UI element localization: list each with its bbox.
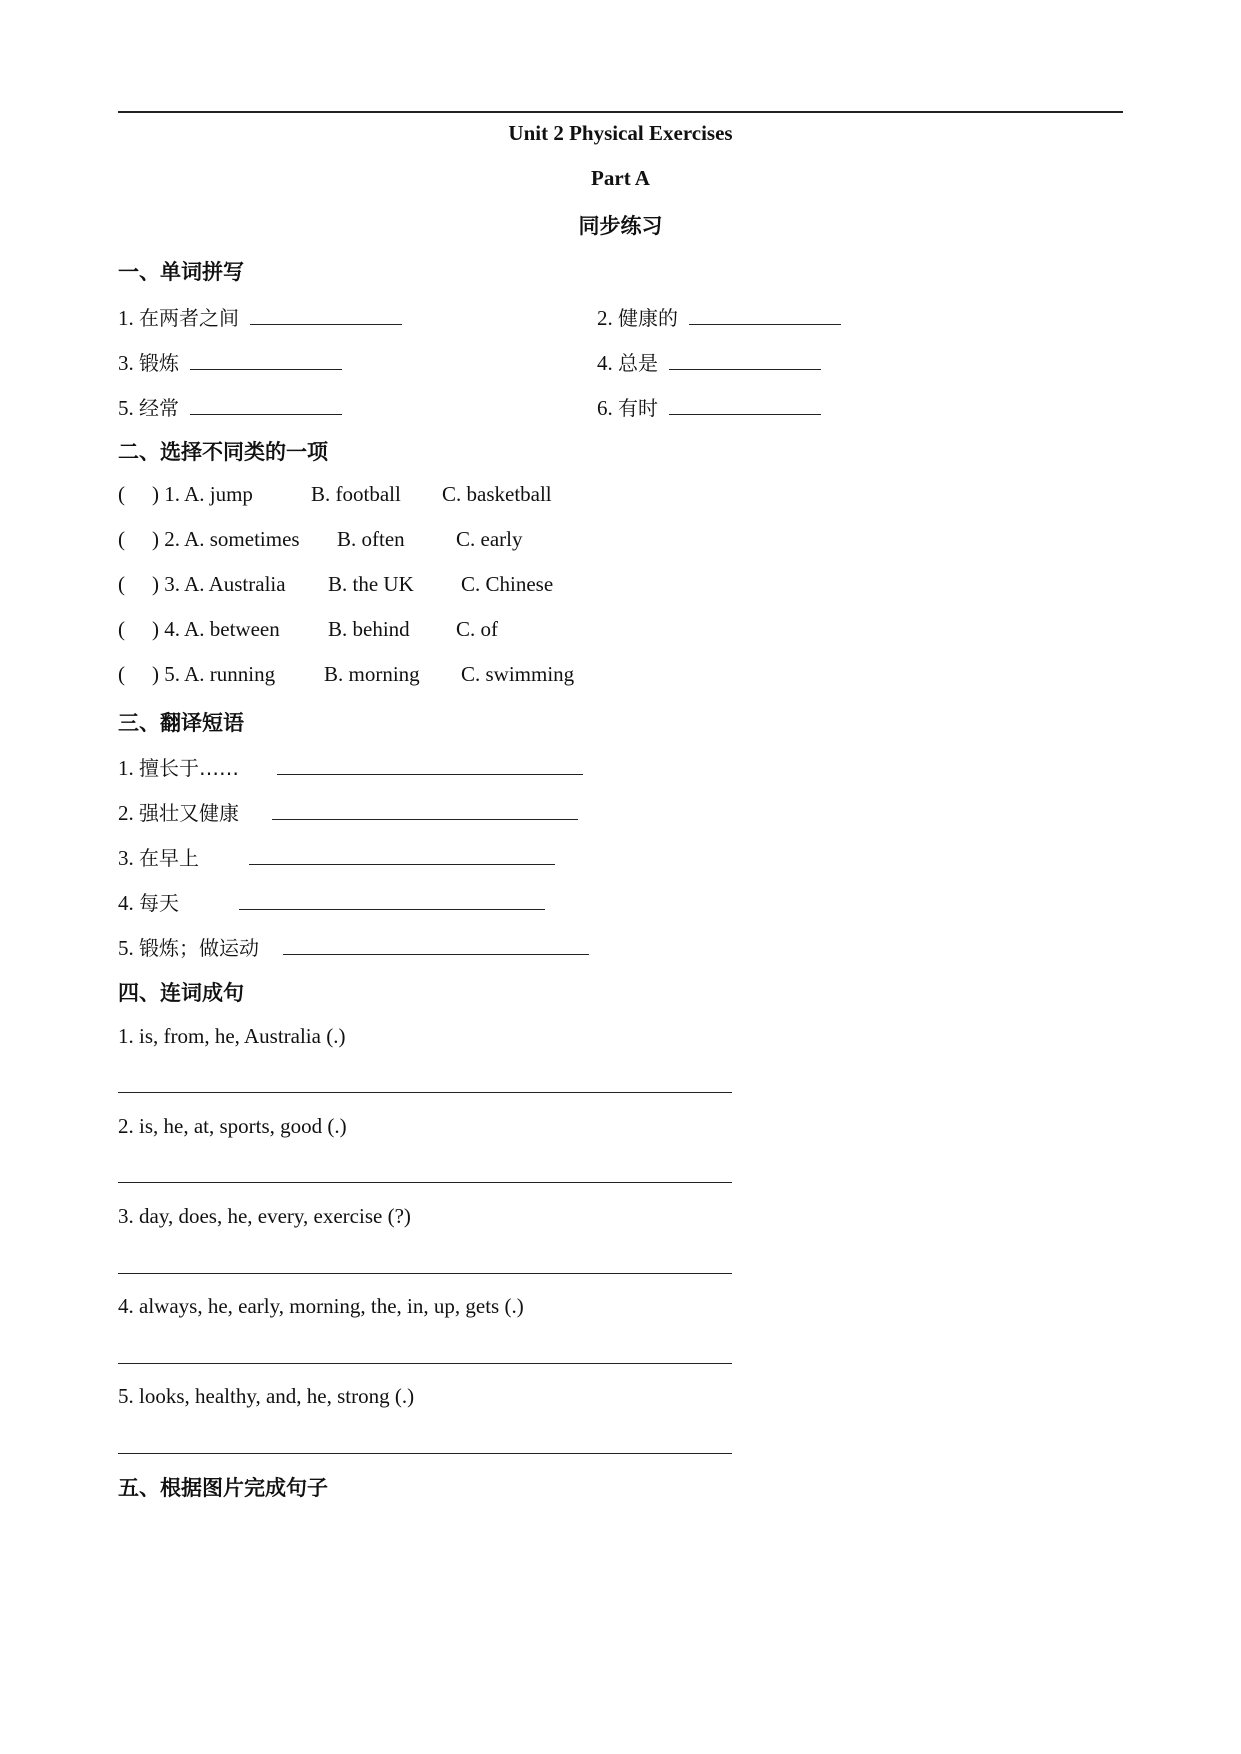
- item-number: 1.: [118, 306, 134, 330]
- answer-paren[interactable]: (: [118, 482, 125, 506]
- phrase-item-1: [118, 752, 239, 781]
- answer-blank[interactable]: [283, 954, 589, 955]
- answer-paren[interactable]: (: [118, 572, 125, 596]
- phrase-item-3: [118, 842, 199, 871]
- sentence-answer-line-4[interactable]: [118, 1363, 732, 1364]
- phrase-item-5: [118, 932, 259, 961]
- item-prompt: 在两者之间: [139, 306, 239, 330]
- sentence-prompt-5: 5. looks, healthy, and, he, strong (.): [118, 1384, 415, 1408]
- answer-blank[interactable]: [190, 351, 342, 370]
- answer-blank[interactable]: [239, 909, 545, 910]
- option-c: C. early: [456, 527, 523, 551]
- spelling-item-1: [118, 302, 402, 331]
- option-b: B. the UK: [328, 572, 414, 596]
- answer-blank[interactable]: [272, 819, 578, 820]
- item-prompt: 每天: [139, 891, 179, 915]
- option-b: B. morning: [324, 662, 420, 686]
- item-prompt: 锻炼；做运动: [139, 936, 259, 960]
- worksheet-subtitle: 同步练习: [578, 214, 663, 238]
- section2-heading: 二、选择不同类的一项: [118, 440, 328, 464]
- answer-blank[interactable]: [689, 306, 841, 325]
- sentence-prompt-1: 1. is, from, he, Australia (.): [118, 1024, 346, 1048]
- option-b: B. football: [311, 482, 401, 506]
- item-number: 4.: [118, 891, 134, 915]
- section5-heading: 五、根据图片完成句子: [118, 1476, 328, 1500]
- section4-heading: 四、连词成句: [118, 981, 244, 1005]
- sentence-answer-line-5[interactable]: [118, 1453, 732, 1454]
- item-number: 5.: [118, 396, 134, 420]
- option-a: ) 3. A. Australia: [152, 572, 286, 596]
- answer-blank[interactable]: [277, 774, 583, 775]
- answer-blank[interactable]: [190, 396, 342, 415]
- header-rule: [118, 111, 1123, 113]
- item-number: 6.: [597, 396, 613, 420]
- spelling-item-5: [118, 392, 342, 421]
- item-prompt: 强壮又健康: [139, 801, 239, 825]
- phrase-item-2: [118, 797, 239, 826]
- answer-blank[interactable]: [669, 351, 821, 370]
- answer-blank[interactable]: [249, 864, 555, 865]
- sentence-answer-line-3[interactable]: [118, 1273, 732, 1274]
- sentence-answer-line-2[interactable]: [118, 1182, 732, 1183]
- option-c: C. Chinese: [461, 572, 554, 596]
- section3-heading: 三、翻译短语: [118, 711, 244, 735]
- answer-blank[interactable]: [250, 306, 402, 325]
- part-label: Part A: [591, 166, 650, 190]
- section1-heading: 一、单词拼写: [118, 260, 244, 284]
- phrase-item-4: [118, 887, 179, 916]
- spelling-item-6: [597, 392, 821, 421]
- sentence-prompt-2: 2. is, he, at, sports, good (.): [118, 1114, 347, 1138]
- item-prompt: 擅长于……: [139, 756, 239, 780]
- option-c: C. basketball: [442, 482, 552, 506]
- item-prompt: 总是: [618, 351, 658, 375]
- answer-paren[interactable]: (: [118, 662, 125, 686]
- item-prompt: 有时: [618, 396, 658, 420]
- answer-paren[interactable]: (: [118, 527, 125, 551]
- item-number: 3.: [118, 846, 134, 870]
- option-a: ) 4. A. between: [152, 617, 280, 641]
- item-number: 2.: [118, 801, 134, 825]
- sentence-answer-line-1[interactable]: [118, 1092, 732, 1093]
- spelling-item-3: [118, 347, 342, 376]
- worksheet-title: Unit 2 Physical Exercises: [508, 121, 733, 145]
- option-a: ) 2. A. sometimes: [152, 527, 300, 551]
- answer-blank[interactable]: [669, 396, 821, 415]
- option-c: C. of: [456, 617, 498, 641]
- option-b: B. behind: [328, 617, 410, 641]
- option-c: C. swimming: [461, 662, 575, 686]
- item-prompt: 经常: [139, 396, 179, 420]
- sentence-prompt-3: 3. day, does, he, every, exercise (?): [118, 1204, 411, 1228]
- sentence-prompt-4: 4. always, he, early, morning, the, in, up, gets (.): [118, 1294, 524, 1318]
- answer-paren[interactable]: (: [118, 617, 125, 641]
- item-prompt: 锻炼: [139, 351, 179, 375]
- item-number: 2.: [597, 306, 613, 330]
- item-number: 5.: [118, 936, 134, 960]
- item-number: 4.: [597, 351, 613, 375]
- option-a: ) 1. A. jump: [152, 482, 253, 506]
- item-number: 3.: [118, 351, 134, 375]
- spelling-item-4: [597, 347, 821, 376]
- item-prompt: 健康的: [618, 306, 678, 330]
- item-prompt: 在早上: [139, 846, 199, 870]
- spelling-item-2: [597, 302, 841, 331]
- option-a: ) 5. A. running: [152, 662, 276, 686]
- item-number: 1.: [118, 756, 134, 780]
- option-b: B. often: [337, 527, 405, 551]
